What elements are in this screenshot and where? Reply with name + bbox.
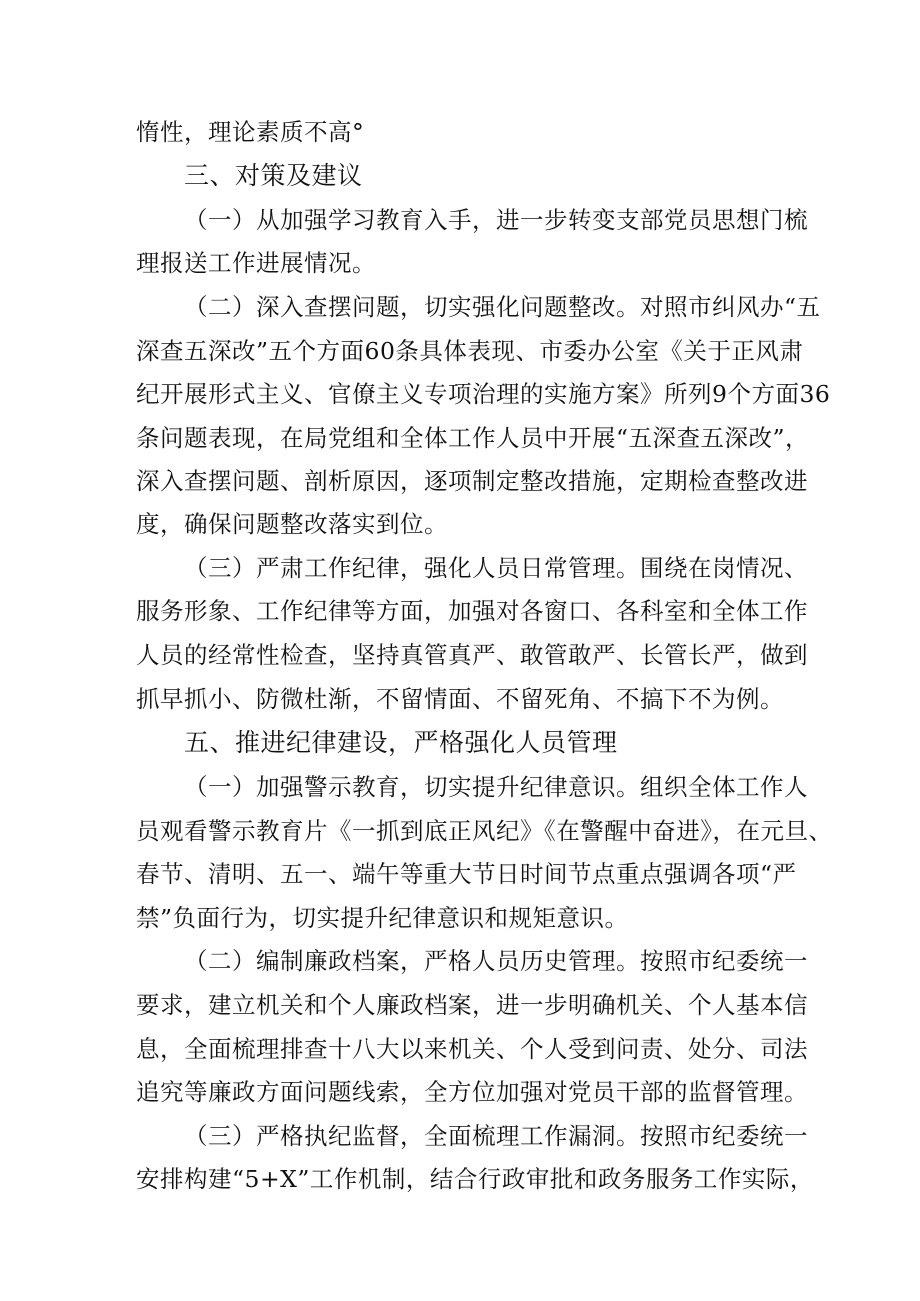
paragraph-line: 条问题表现，在局党组和全体工作人员中开展“五深查五深改”， [136, 424, 810, 452]
paragraph-line: 春节、清明、五一、端午等重大节日时间节点重点强调各项“严 [136, 860, 797, 888]
paragraph-line: 理报送工作进展情况。 [136, 249, 376, 277]
paragraph-line: 惰性，理论素质不高° [136, 118, 365, 146]
paragraph-line: 人员的经常性检查，坚持真管真严、敢管敢严、长管长严，做到 [136, 641, 808, 669]
paragraph-line: 安排构建“5+X”工作机制，结合行政审批和政务服务工作实际， [136, 1165, 814, 1193]
paragraph-line: 要求，建立机关和个人廉政档案，进一步明确机关、个人基本信 [136, 991, 808, 1019]
paragraph-line: 深入查摆问题、剖析原因，逐项制定整改措施，定期检查整改进 [136, 467, 808, 495]
paragraph-line: （三）严格执纪监督，全面梳理工作漏洞。按照市纪委统一 [184, 1122, 808, 1150]
paragraph-line: 服务形象、工作纪律等方面，加强对各窗口、各科室和全体工作 [136, 597, 808, 625]
paragraph-line: 追究等廉政方面问题线索，全方位加强对党员干部的监督管理。 [136, 1078, 808, 1106]
paragraph-line: 息，全面梳理排查十八大以来机关、个人受到问责、处分、司法 [136, 1035, 808, 1063]
section-heading: 三、对策及建议 [184, 161, 363, 190]
paragraph-line: 纪开展形式主义、官僚主义专项治理的实施方案》所列9个方面36 [136, 380, 831, 408]
paragraph-line: （一）从加强学习教育入手，进一步转变支部党员思想门梳 [184, 206, 808, 234]
paragraph-line: 度，确保问题整改落实到位。 [136, 510, 448, 538]
paragraph-line: 抓早抓小、防微杜渐，不留情面、不留死角、不搞下不为例。 [136, 685, 784, 713]
paragraph-line: （二）深入查摆问题，切实强化问题整改。对照市纠风办“五 [184, 293, 821, 321]
paragraph-line: 深查五深改”五个方面60条具体表现、市委办公室《关于正风肃 [136, 337, 804, 365]
section-heading: 五、推进纪律建设，严格强化人员管理 [184, 728, 618, 757]
paragraph-line: （一）加强警示教育，切实提升纪律意识。组织全体工作人 [184, 773, 808, 801]
paragraph-line: （二）编制廉政档案，严格人员历史管理。按照市纪委统一 [184, 947, 808, 975]
paragraph-line: 禁”负面行为，切实提升纪律意识和规矩意识。 [136, 904, 629, 932]
paragraph-line: 员观看警示教育片《一抓到底正风纪》《在警醒中奋进》，在元旦、 [136, 817, 833, 845]
paragraph-line: （三）严肃工作纪律，强化人员日常管理。围绕在岗情况、 [184, 554, 808, 582]
